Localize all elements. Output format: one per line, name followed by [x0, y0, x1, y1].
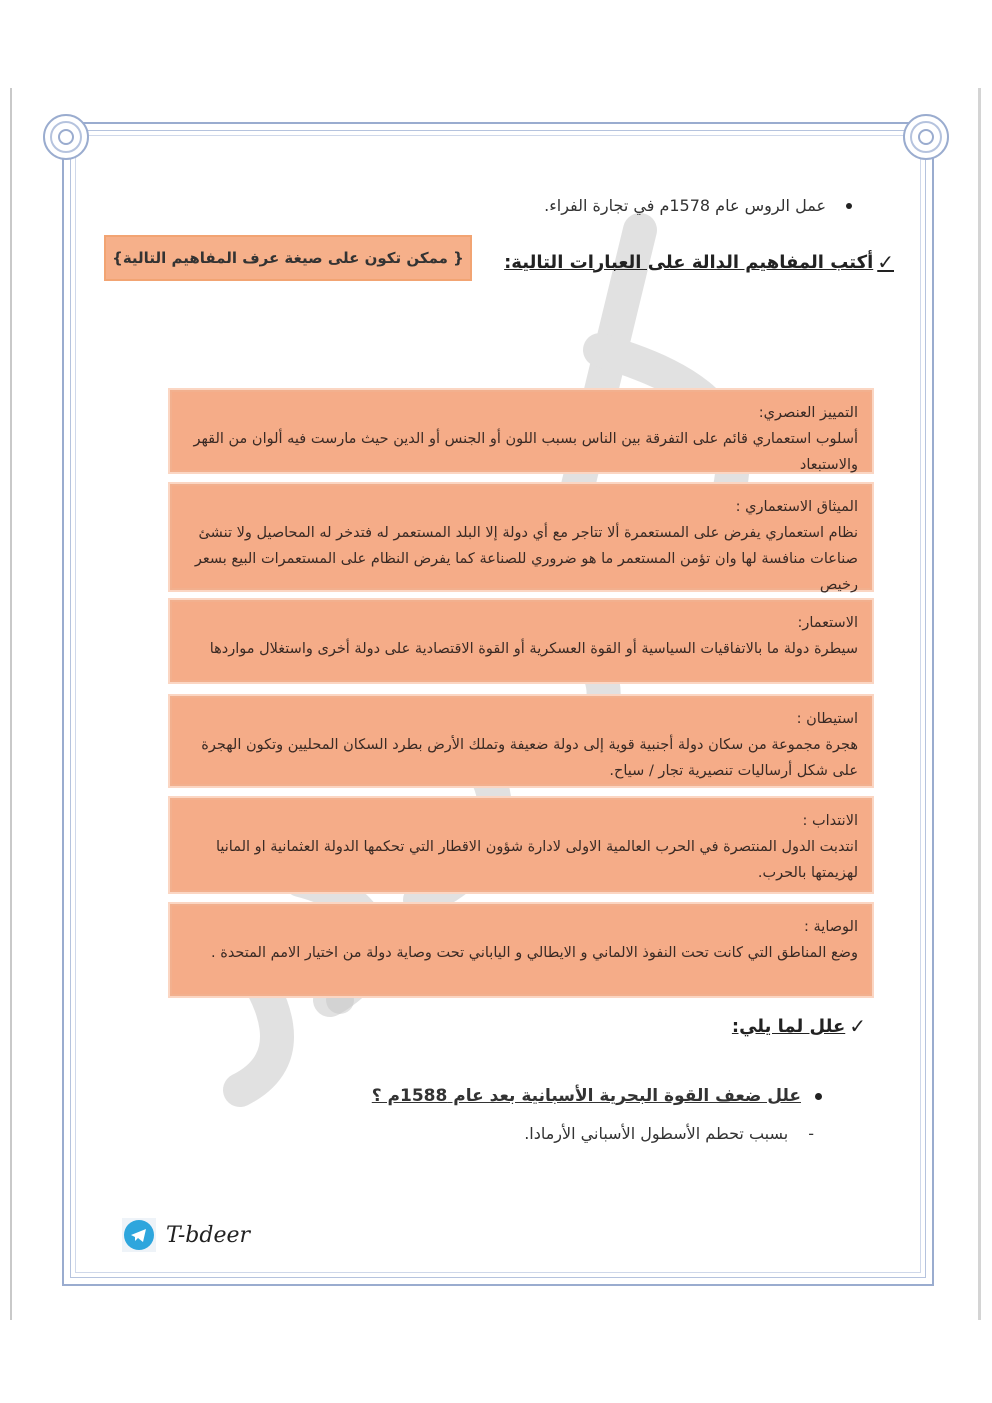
intro-bullet: [544, 196, 852, 215]
section1-heading: [504, 250, 894, 274]
concept-definition: هجرة مجموعة من سكان دولة أجنبية قوية إلى دولة ضعيفة وتملك الأرض بطرد السكان المحليين وتكون الهجرة على شكل أرساليات تنصيرية تجار / سياح.: [201, 737, 858, 779]
hint-box: [104, 235, 472, 281]
concept-term: الانتداب :: [802, 813, 858, 829]
footer-signature: [122, 1218, 250, 1252]
section2-heading-text: علل لما يلي:: [731, 1015, 846, 1037]
corner-ornament-top-left-icon: [41, 112, 91, 162]
concept-box-4: [170, 696, 872, 786]
concept-box-5: [170, 798, 872, 892]
page-edge-right: [978, 88, 981, 1320]
concept-term: الاستعمار:: [797, 615, 858, 631]
concept-box-2: [170, 484, 872, 593]
telegram-icon: [122, 1218, 156, 1252]
bullet-icon: [815, 1093, 822, 1100]
answer-text: بسبب تحطم الأسطول الأسباني الأرمادا.: [524, 1124, 789, 1143]
signature-text: T-bdeer: [166, 1222, 250, 1248]
corner-ornament-top-right-icon: [901, 112, 951, 162]
concept-definition: انتدبت الدول المنتصرة في الحرب العالمية الاولى لادارة شؤون الاقطار التي تحكمها الدولة العثمانية او المانيا لهزيمتها بالحرب.: [215, 839, 858, 881]
concept-definition: أسلوب استعماري قائم على التفرقة بين الناس بسبب اللون أو الجنس أو الدين حيث مارست فيه ألوان من القهر والاستبعاد: [193, 431, 858, 473]
concept-box-1: [170, 390, 872, 472]
page-edge-left: [10, 88, 12, 1320]
bullet-icon: [846, 203, 852, 209]
section2-heading: [732, 1014, 866, 1038]
concept-box-3: [170, 600, 872, 682]
concept-term: الوصاية :: [804, 919, 858, 935]
concept-box-6: [170, 904, 872, 996]
concept-term: الميثاق الاستعماري :: [735, 499, 858, 515]
answer: [524, 1124, 814, 1143]
concept-definition: سيطرة دولة ما بالاتفاقيات السياسية أو القوة العسكرية أو القوة الاقتصادية على دولة أخرى واستغلال مواردها: [209, 641, 858, 657]
checkmark-icon: ✓: [849, 1014, 866, 1038]
concept-definition: نظام استعماري يفرض على المستعمرة ألا تتاجر مع أي دولة إلا البلد المستعمر له فتدخر له المحاصيل ولا تنشئ صناعات منافسة لها وان تؤمن المستعمر ما هو ضروري للصناعة كما يفرض النظام على المستعمرات البيع بسعر رخيص: [194, 525, 858, 593]
answer-marker: -: [808, 1124, 814, 1143]
intro-bullet-text: عمل الروس عام 1578م في تجارة الفراء.: [544, 196, 826, 215]
concept-term: التمييز العنصري:: [758, 405, 858, 421]
section1-heading-text: أكتب المفاهيم الدالة على العبارات التالية:: [504, 251, 874, 273]
concept-definition: وضع المناطق التي كانت تحت النفوذ الالماني و الايطالي و الياباني تحت وصاية دولة من اختيار الامم المتحدة .: [211, 945, 858, 961]
checkmark-icon: ✓: [877, 250, 894, 274]
concept-term: استيطان :: [796, 711, 858, 727]
question-text: علل ضعف القوة البحرية الأسبانية بعد عام 1588م ؟: [371, 1086, 801, 1106]
question: [372, 1086, 822, 1106]
hint-text: { ممكن تكون على صيغة عرف المفاهيم التالية}: [112, 249, 464, 267]
